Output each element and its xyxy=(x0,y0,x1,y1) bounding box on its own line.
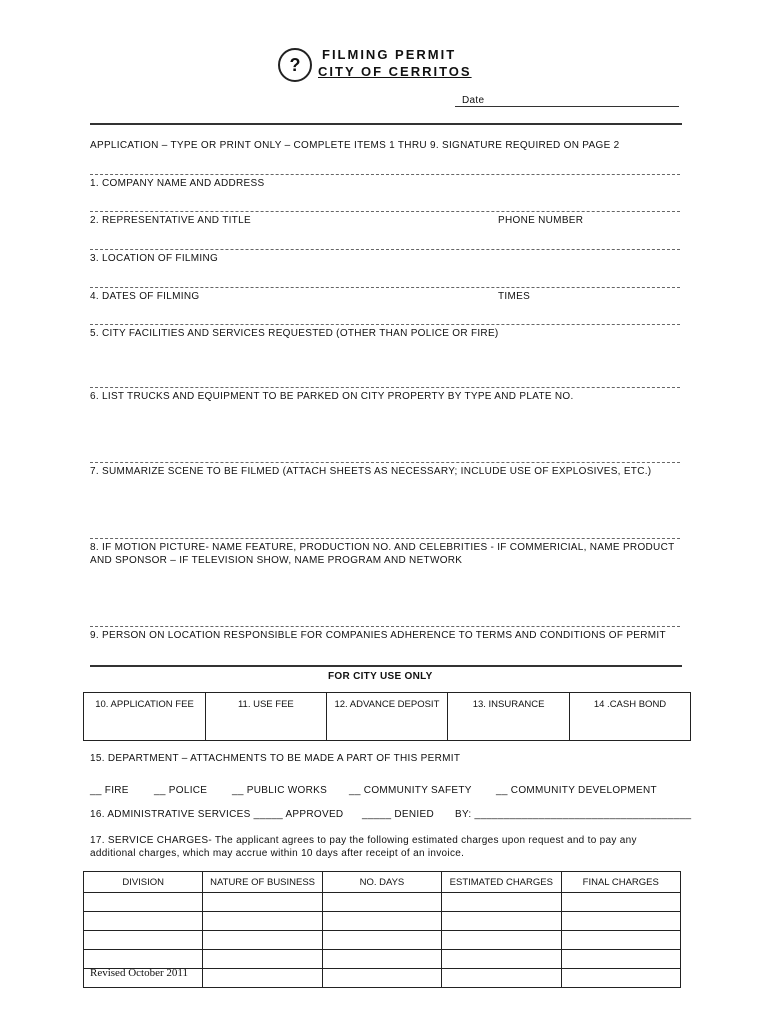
item-16-by-signature[interactable]: BY: _____________________________________ xyxy=(455,809,692,820)
table-cell[interactable] xyxy=(84,931,203,950)
column-header-division: DIVISION xyxy=(84,872,203,893)
table-cell[interactable] xyxy=(561,912,680,931)
facilities-field-line[interactable] xyxy=(90,387,680,388)
revision-footer: Revised October 2011 xyxy=(90,967,188,979)
table-cell[interactable] xyxy=(84,950,203,969)
scene-field-line[interactable] xyxy=(90,538,680,539)
location-field-line[interactable] xyxy=(90,287,680,288)
dept-fire-option[interactable]: __ FIRE xyxy=(90,785,129,796)
item-15-label: 15. DEPARTMENT – ATTACHMENTS TO BE MADE A PART OF THIS PERMIT xyxy=(90,753,461,764)
form-title: FILMING PERMIT xyxy=(322,47,457,62)
table-cell[interactable] xyxy=(442,969,561,988)
table-cell[interactable] xyxy=(561,969,680,988)
cash-bond-cell[interactable]: 14 .CASH BOND xyxy=(570,693,691,741)
production-field-line[interactable] xyxy=(90,626,680,627)
date-field[interactable] xyxy=(455,106,679,107)
table-cell[interactable] xyxy=(442,950,561,969)
table-row xyxy=(84,893,681,912)
table-cell[interactable] xyxy=(561,893,680,912)
application-fee-cell[interactable]: 10. APPLICATION FEE xyxy=(84,693,206,741)
company-field-line[interactable] xyxy=(90,174,680,175)
dept-community-safety-option[interactable]: __ COMMUNITY SAFETY xyxy=(349,785,472,796)
phone-number-label: PHONE NUMBER xyxy=(498,215,584,226)
application-instructions: APPLICATION – TYPE OR PRINT ONLY – COMPLETE ITEMS 1 THRU 9. SIGNATURE REQUIRED ON PAGE 2 xyxy=(90,140,620,151)
representative-field-line[interactable] xyxy=(90,249,680,250)
table-cell[interactable] xyxy=(322,950,441,969)
item-7-label: 7. SUMMARIZE SCENE TO BE FILMED (ATTACH SHEETS AS NECESSARY; INCLUDE USE OF EXPLOSIVES, ETC.) xyxy=(90,466,652,477)
item-16-approved[interactable]: 16. ADMINISTRATIVE SERVICES _____ APPROVED xyxy=(90,809,344,820)
dates-field-line[interactable] xyxy=(90,324,680,325)
table-cell[interactable] xyxy=(203,893,322,912)
advance-deposit-cell[interactable]: 12. ADVANCE DEPOSIT xyxy=(326,693,447,741)
fees-table xyxy=(83,692,691,741)
item-8-label-line1: 8. IF MOTION PICTURE- NAME FEATURE, PRODUCTION NO. AND CELEBRITIES - IF COMMERICIAL, NAME PRODUCT xyxy=(90,542,675,553)
city-use-heading: FOR CITY USE ONLY xyxy=(328,671,433,682)
table-cell[interactable] xyxy=(442,912,561,931)
table-cell[interactable] xyxy=(203,931,322,950)
header-divider xyxy=(90,123,682,125)
dept-public-works-option[interactable]: __ PUBLIC WORKS xyxy=(232,785,328,796)
item-1-label: 1. COMPANY NAME AND ADDRESS xyxy=(90,178,265,189)
item-4-label: 4. DATES OF FILMING xyxy=(90,291,200,302)
times-label: TIMES xyxy=(498,291,531,302)
table-row xyxy=(84,950,681,969)
city-seal-icon: ? xyxy=(278,48,312,82)
column-header-days: NO. DAYS xyxy=(322,872,441,893)
table-cell[interactable] xyxy=(203,912,322,931)
item-6-label: 6. LIST TRUCKS AND EQUIPMENT TO BE PARKED ON CITY PROPERTY BY TYPE AND PLATE NO. xyxy=(90,391,574,402)
dept-police-option[interactable]: __ POLICE xyxy=(154,785,208,796)
item-17-text-line1: 17. SERVICE CHARGES- The applicant agrees to pay the following estimated charges upon request and to pay any xyxy=(90,835,637,846)
table-cell[interactable] xyxy=(203,969,322,988)
item-16-denied[interactable]: _____ DENIED xyxy=(362,809,434,820)
table-cell[interactable] xyxy=(84,893,203,912)
trucks-field-line[interactable] xyxy=(90,462,680,463)
column-header-final: FINAL CHARGES xyxy=(561,872,680,893)
item-8-label-line2: AND SPONSOR – IF TELEVISION SHOW, NAME PROGRAM AND NETWORK xyxy=(90,555,463,566)
date-label: Date xyxy=(462,95,485,106)
table-row xyxy=(84,931,681,950)
item-5-label: 5. CITY FACILITIES AND SERVICES REQUESTED (OTHER THAN POLICE OR FIRE) xyxy=(90,328,499,339)
item-17-text-line2: additional charges, which may accrue within 10 days after receipt of an invoice. xyxy=(90,848,465,859)
form-subtitle: CITY OF CERRITOS xyxy=(318,64,472,79)
table-cell[interactable] xyxy=(442,931,561,950)
table-cell[interactable] xyxy=(203,950,322,969)
table-cell[interactable] xyxy=(442,893,561,912)
table-row xyxy=(84,912,681,931)
table-cell[interactable] xyxy=(322,893,441,912)
table-cell[interactable] xyxy=(561,950,680,969)
insurance-cell[interactable]: 13. INSURANCE xyxy=(448,693,570,741)
table-cell[interactable] xyxy=(322,912,441,931)
table-cell[interactable] xyxy=(84,912,203,931)
company-address-line[interactable] xyxy=(90,211,680,212)
table-cell[interactable] xyxy=(561,931,680,950)
column-header-estimated: ESTIMATED CHARGES xyxy=(442,872,561,893)
item-2-label: 2. REPRESENTATIVE AND TITLE xyxy=(90,215,251,226)
city-use-divider xyxy=(90,665,682,667)
item-3-label: 3. LOCATION OF FILMING xyxy=(90,253,219,264)
column-header-nature: NATURE OF BUSINESS xyxy=(203,872,322,893)
table-cell[interactable] xyxy=(322,931,441,950)
item-9-label: 9. PERSON ON LOCATION RESPONSIBLE FOR COMPANIES ADHERENCE TO TERMS AND CONDITIONS OF PERMIT xyxy=(90,630,666,641)
table-cell[interactable] xyxy=(322,969,441,988)
use-fee-cell[interactable]: 11. USE FEE xyxy=(206,693,327,741)
dept-community-development-option[interactable]: __ COMMUNITY DEVELOPMENT xyxy=(496,785,657,796)
